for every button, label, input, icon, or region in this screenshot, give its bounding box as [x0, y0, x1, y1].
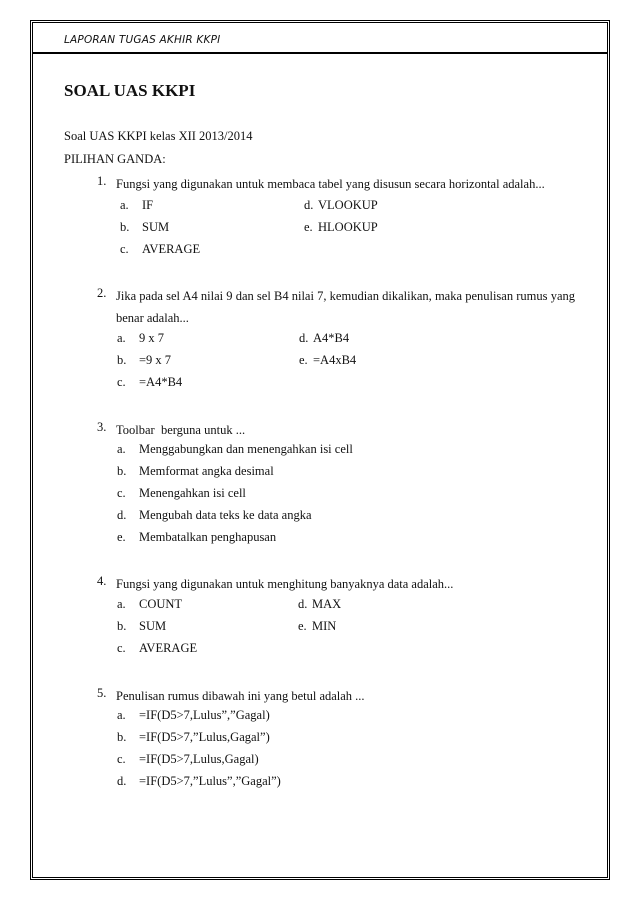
option-4e: e. MIN [298, 619, 337, 633]
option-4b: b. SUM [117, 619, 167, 633]
option-5a: a. =IF(D5>7,Lulus”,”Gagal) [117, 708, 270, 722]
option-4d: d. MAX [298, 597, 342, 611]
option-3e: e. Membatalkan penghapusan [117, 530, 277, 544]
option-5b: b. =IF(D5>7,”Lulus,Gagal”) [117, 730, 270, 744]
question-number: 2. [97, 286, 107, 300]
question-text: Fungsi yang digunakan untuk menghitung banyaknya data adalah... [116, 577, 454, 591]
question-text: Fungsi yang digunakan untuk membaca tabel yang disusun secara horizontal adalah... [116, 177, 545, 191]
option-1a: a. IF [120, 198, 154, 212]
running-header: LAPORAN TUGAS AKHIR KKPI [64, 34, 221, 46]
question-text: Penulisan rumus dibawah ini yang betul adalah ... [116, 689, 365, 703]
section-heading: PILIHAN GANDA: [64, 152, 166, 166]
question-text: Toolbar berguna untuk ... [116, 423, 246, 437]
option-2a: a. 9 x 7 [117, 331, 164, 345]
option-5d: d. =IF(D5>7,”Lulus”,”Gagal”) [117, 774, 281, 788]
question-text: Jika pada sel A4 nilai 9 dan sel B4 nilai 7, kemudian dikalikan, maka penulisan rumus yang benar adalah... [116, 289, 575, 325]
option-3c: c. Menengahkan isi cell [117, 486, 246, 500]
question-3 [97, 420, 575, 442]
option-2d: d. A4*B4 [299, 331, 350, 345]
question-4 [97, 574, 575, 596]
question-5 [97, 686, 575, 708]
option-1c: c. AVERAGE [120, 242, 201, 256]
option-5c: c. =IF(D5>7,Lulus,Gagal) [117, 752, 259, 766]
option-4c: c. AVERAGE [117, 641, 198, 655]
option-2c: c. =A4*B4 [117, 375, 183, 389]
question-number: 5. [97, 686, 107, 700]
option-1d: d. VLOOKUP [304, 198, 378, 212]
option-1e: e. HLOOKUP [304, 220, 378, 234]
option-1b: b. SUM [120, 220, 170, 234]
option-3b: b. Memformat angka desimal [117, 464, 274, 478]
question-number: 4. [97, 574, 107, 588]
question-number: 1. [97, 174, 107, 188]
question-number: 3. [97, 420, 107, 434]
question-1 [97, 174, 575, 196]
option-3a: a. Menggabungkan dan menengahkan isi cell [117, 442, 353, 456]
document-title: SOAL UAS KKPI [64, 81, 196, 100]
option-4a: a. COUNT [117, 597, 183, 611]
question-2 [97, 286, 575, 329]
document-subtitle: Soal UAS KKPI kelas XII 2013/2014 [64, 129, 253, 143]
option-2b: b. =9 x 7 [117, 353, 172, 367]
option-2e: e. =A4xB4 [299, 353, 357, 367]
option-3d: d. Mengubah data teks ke data angka [117, 508, 312, 522]
header-rule [32, 52, 608, 54]
